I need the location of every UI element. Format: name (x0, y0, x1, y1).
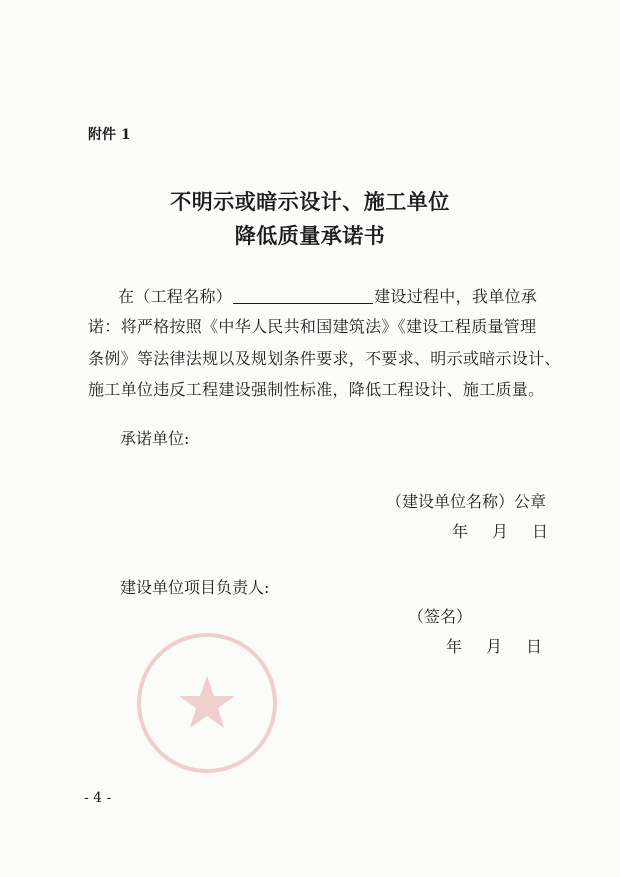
date-year: 年 (452, 522, 469, 541)
body-line-1 (118, 284, 537, 307)
seal-label: （建设单位名称）公章 (386, 492, 547, 511)
page-number: - 4 - (84, 790, 112, 806)
body-line-2: 诺：将严格按照《中华人民共和国建筑法》《建设工程质量管理 (88, 317, 537, 336)
company-date (452, 519, 548, 542)
date-year: 年 (446, 637, 463, 656)
seal-star-icon (179, 676, 235, 728)
project-name-blank (233, 287, 373, 304)
body-line-3: 条例》等法律法规以及规划条件要求，不要求、明示或暗示设计、 (88, 349, 561, 368)
date-month: 月 (492, 522, 509, 541)
signature-label: （签名） (408, 607, 473, 626)
title-line-2: 降低质量承诺书 (234, 223, 386, 248)
project-name-prefix: 在（工程名称） (118, 287, 233, 306)
official-seal-stamp (132, 628, 282, 778)
promisor-label: 承诺单位: (120, 429, 190, 448)
attachment-label: 附件 1 (88, 127, 131, 143)
date-day: 日 (526, 637, 543, 656)
project-name-suffix: 建设过程中，我单位承 (374, 287, 538, 306)
body-line-4: 施工单位违反工程建设强制性标准，降低工程设计、施工质量。 (88, 380, 545, 399)
title-line-1: 不明示或暗示设计、施工单位 (170, 189, 450, 214)
date-month: 月 (486, 637, 503, 656)
date-day: 日 (532, 522, 549, 541)
project-leader-label: 建设单位项目负责人: (120, 578, 270, 597)
leader-date (446, 634, 542, 657)
